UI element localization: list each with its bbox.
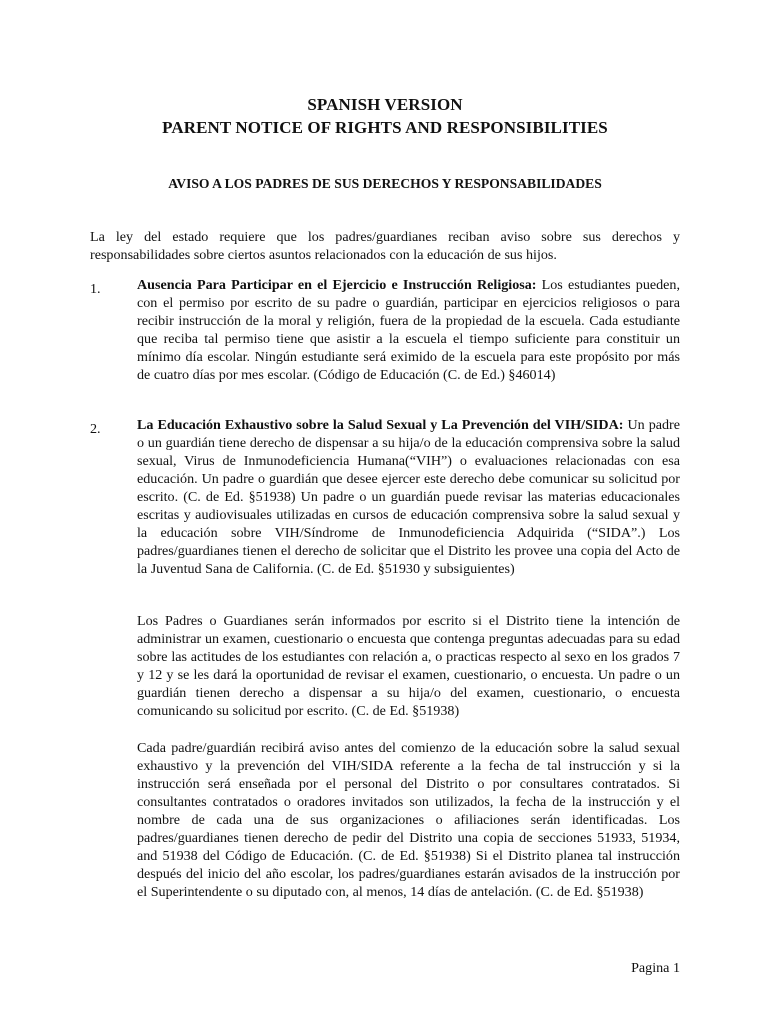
document-subtitle: AVISO A LOS PADRES DE SUS DERECHOS Y RESPONSABILIDADES xyxy=(168,176,602,191)
item-2-paragraph xyxy=(137,416,680,578)
item-2-heading: La Educación Exhaustivo sobre la Salud Sexual y La Prevención del VIH/SIDA: xyxy=(137,417,624,433)
item-2-body: Un padre o un guardián tiene derecho de dispensar a su hija/o de la educación comprensiva sobre la salud sexual, Virus de Inmunodeficiencia Humana(“VIH”) o evaluaciones relacionadas con esa educación. Un padre o guardián que desee ejercer este derecho debe comunicar su solicitud por escrito. (C. de Ed. §51938) Un padre o un guardián puede revisar las materias educacionales escritas y audiovisuales utilizadas en cursos de educación comprensiva sobre la salud sexual y la educación sobre VIH/Síndrome de Inmunodeficiencia Adquirida (“SIDA”.) Los padres/guardianes tienen el derecho de solicitar que el Distrito les provee una copia del Acto de la Juventud Sana de California. (C. de Ed. §51930 y subsiguientes) xyxy=(137,417,680,577)
item-number: 1. xyxy=(90,281,101,297)
item-1-paragraph xyxy=(137,276,680,384)
document-title-line1: SPANISH VERSION xyxy=(307,95,463,114)
item-1-heading: Ausencia Para Participar en el Ejercicio e Instrucción Religiosa: xyxy=(137,277,537,293)
page-number: Pagina 1 xyxy=(631,960,680,976)
item-2-paragraph-2: Los Padres o Guardianes serán informados por escrito si el Distrito tiene la intención de administrar un examen, cuestionario o encuesta que contenga preguntas adecuadas para su edad sobre las actitudes de los estudiantes con relación a, o practicas respecto al sexo en los grados 7 y 12 y se les dará la oportunidad de revisar el examen, cuestionario, o encuesta. Un padre o un guardián tienen derecho a dispensar a su hija/o del examen, cuestionario, o encuesta comunicando su solicitud por escrito. (C. de Ed. §51938) xyxy=(137,613,680,719)
item-2-paragraph-3: Cada padre/guardián recibirá aviso antes del comienzo de la educación sobre la salud sexual exhaustivo y la prevención del VIH/SIDA referente a la fecha de tal instrucción y si la instrucción será enseñada por el personal del Distrito o por consultares contratados. Si consultantes contratados o oradores invitados son utilizados, la fecha de la instrucción y el nombre de cada una de sus organizaciones o afiliaciones serán identificadas. Los padres/guardianes tienen derecho de pedir del Distrito una copia de secciones 51933, 51934, and 51938 del Código de Educación. (C. de Ed. §51938) Si el Distrito planea tal instrucción después del inicio del año escolar, los padres/guardianes estarán avisados de la instrucción por el Superintendente o su diputado con, al menos, 14 días de antelación. (C. de Ed. §51938) xyxy=(137,740,680,900)
item-1-body: Los estudiantes pueden, con el permiso por escrito de su padre o guardián, participar en ejercicios religiosos o para recibir instrucción de la moral y religión, fuera de la propiedad de la escuela. Cada estudiante que reciba tal permiso tiene que asistir a la escuela el tiempo suficiente para constituir un mínimo día escolar. Ningún estudiante será eximido de la escuela para este propósito por más de cuatro días por mes escolar. (Código de Educación (C. de Ed.) §46014) xyxy=(137,277,680,383)
item-number: 2. xyxy=(90,421,101,437)
intro-paragraph: La ley del estado requiere que los padres/guardianes reciban aviso sobre sus derechos y responsabilidades sobre ciertos asuntos relacionados con la educación de sus hijos. xyxy=(90,229,680,263)
document-title-line2: PARENT NOTICE OF RIGHTS AND RESPONSIBILITIES xyxy=(162,118,608,137)
